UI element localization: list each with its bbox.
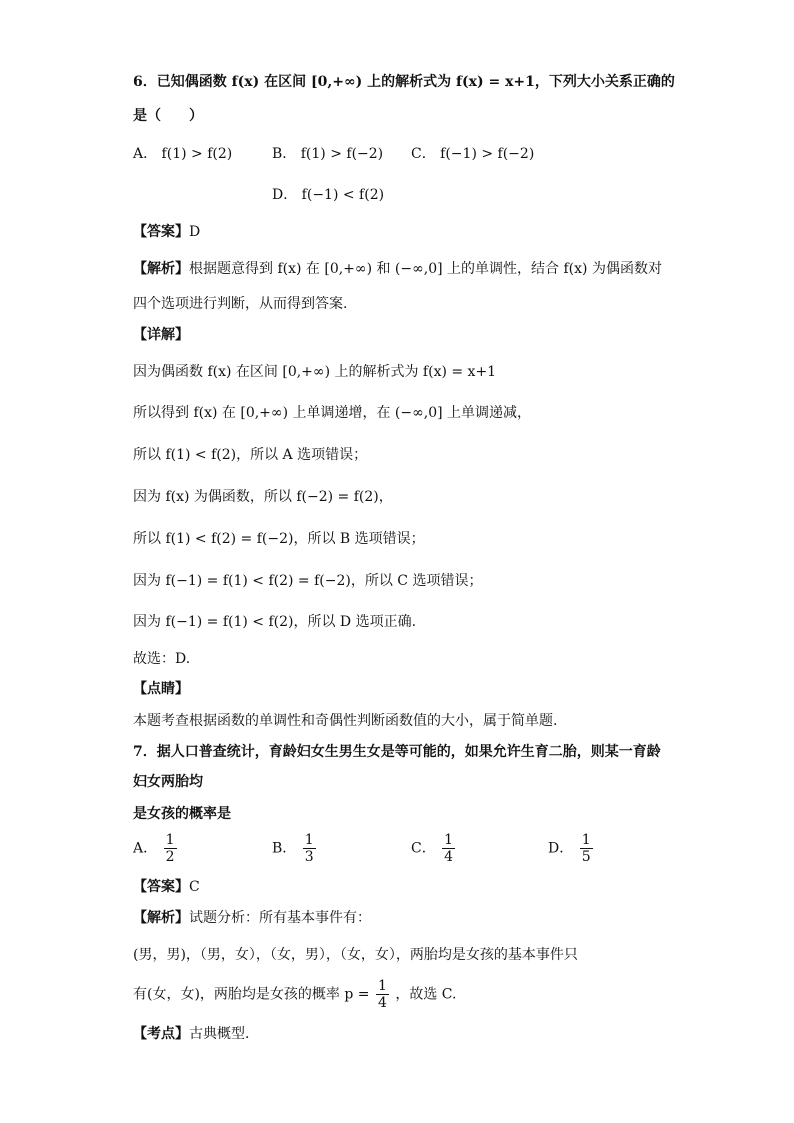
- fraction: [303, 832, 316, 865]
- q7-option-b: [272, 832, 318, 865]
- q6-analysis-line1: [133, 259, 662, 279]
- kaodian-tag: 【考点】: [133, 1026, 189, 1042]
- q7-option-c: [411, 832, 457, 865]
- kaodian-text: 古典概型.: [189, 1026, 250, 1042]
- option-label: C．: [411, 840, 436, 857]
- option-label: D．: [548, 840, 574, 857]
- q6-detail-tag: 【详解】: [133, 327, 189, 343]
- q7-option-a: [133, 832, 179, 865]
- fraction: [580, 832, 593, 865]
- answer-value: C: [189, 879, 200, 895]
- q6-analysis-line2: 四个选项进行判断，从而得到答案.: [133, 296, 348, 312]
- q6-option-d: D． f(−1) < f(2): [272, 187, 385, 203]
- q6-stem-line2: 是（ ）: [133, 108, 203, 124]
- q7-stem-line2: 妇女两胎均: [133, 774, 203, 790]
- analysis-tag: 【解析】: [133, 261, 189, 277]
- option-label: A．: [133, 840, 158, 857]
- q6-detail-line: 因为 f(x) 为偶函数，所以 f(−2) = f(2)，: [133, 489, 393, 505]
- analysis-text: 试题分析：所有基本事件有：: [189, 910, 371, 926]
- fraction: [442, 832, 455, 865]
- conclusion-post: ，故选 C.: [395, 986, 457, 1003]
- answer-tag: 【答案】: [133, 879, 189, 895]
- fraction-numerator: 1: [581, 832, 591, 848]
- fraction-numerator: 1: [444, 832, 454, 848]
- answer-tag: 【答案】: [133, 224, 189, 240]
- q6-detail-line: 因为 f(−1) = f(1) < f(2)，所以 D 选项正确.: [133, 614, 417, 630]
- q6-detail-line: 所以 f(1) < f(2)，所以 A 选项错误；: [133, 447, 368, 463]
- q6-option-a: A． f(1) > f(2): [133, 146, 233, 162]
- q6-point-text: 本题考查根据函数的单调性和奇偶性判断函数值的大小，属于简单题.: [133, 713, 558, 729]
- q7-analysis: [133, 908, 371, 928]
- q6-point-tag: 【点睛】: [133, 681, 189, 697]
- q6-detail-line: 因为 f(−1) = f(1) < f(2) = f(−2)，所以 C 选项错误；: [133, 573, 483, 589]
- q6-detail-line: 所以 f(1) < f(2) = f(−2)，所以 B 选项错误；: [133, 531, 425, 547]
- conclusion-pre: 有(女，女)，两胎均是女孩的概率 p =: [133, 986, 370, 1003]
- fraction-denominator: 4: [377, 995, 387, 1011]
- fraction: [376, 978, 389, 1011]
- q7-stem-line3: 是女孩的概率是: [133, 806, 231, 822]
- q6-option-b: B． f(1) > f(−2): [272, 146, 384, 162]
- fraction-numerator: 1: [165, 832, 175, 848]
- fraction-denominator: 4: [444, 849, 454, 865]
- q6-detail-line: 故选：D.: [133, 651, 191, 667]
- fraction: [164, 832, 177, 865]
- q7-option-d: [548, 832, 595, 865]
- q7-conclusion-line: [133, 978, 456, 1011]
- q7-stem-line1: 7．据人口普查统计，育龄妇女生男生女是等可能的，如果允许生育二胎，则某一育龄: [133, 744, 661, 760]
- fraction-numerator: 1: [304, 832, 314, 848]
- q6-option-c: C． f(−1) > f(−2): [411, 146, 535, 162]
- q6-detail-line: 因为偶函数 f(x) 在区间 [0,+∞) 上的解析式为 f(x) = x+1: [133, 364, 497, 380]
- option-label: B．: [272, 840, 297, 857]
- q7-events-line: (男，男)，（男，女），（女，男），（女，女），两胎均是女孩的基本事件只: [133, 947, 578, 963]
- q6-detail-line: 所以得到 f(x) 在 [0,+∞) 上单调递增，在 (−∞,0] 上单调递减，: [133, 405, 532, 421]
- q7-answer: [133, 877, 200, 897]
- fraction-numerator: 1: [377, 978, 387, 994]
- fraction-denominator: 2: [165, 849, 175, 865]
- q6-stem-line1: 6．已知偶函数 f(x) 在区间 [0,+∞) 上的解析式为 f(x) = x+1，下列大小关系正确的: [133, 74, 675, 90]
- analysis-tag: 【解析】: [133, 910, 189, 926]
- fraction-denominator: 5: [581, 849, 591, 865]
- q7-kaodian: [133, 1024, 249, 1044]
- fraction-denominator: 3: [304, 849, 314, 865]
- analysis-text: 根据题意得到 f(x) 在 [0,+∞) 和 (−∞,0] 上的单调性，结合 f(x) 为偶函数对: [189, 261, 662, 277]
- answer-value: D: [189, 224, 201, 240]
- q6-answer: [133, 222, 200, 242]
